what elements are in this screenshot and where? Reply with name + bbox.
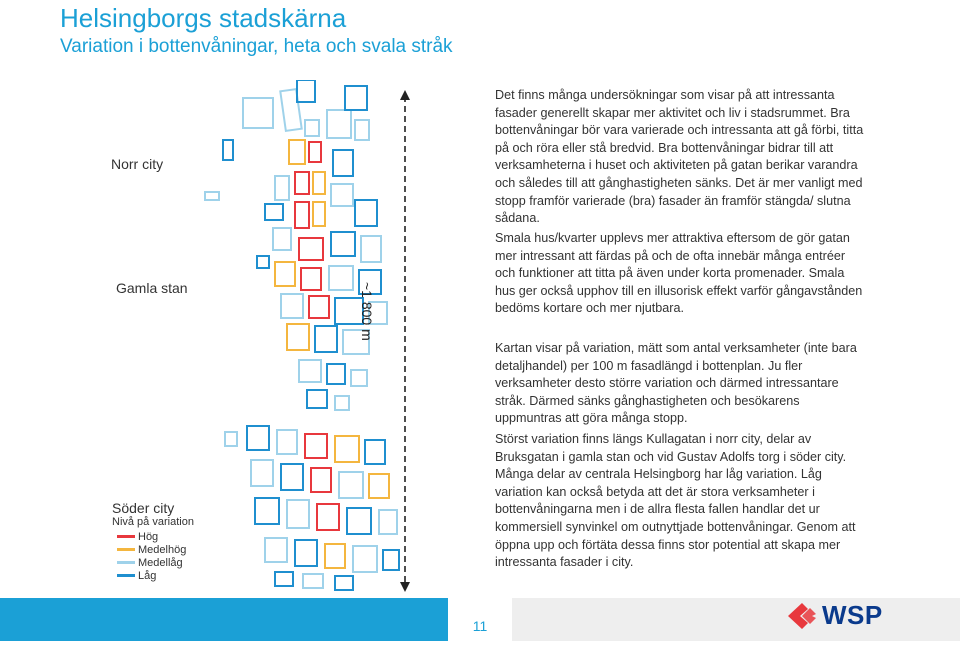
block [281, 294, 303, 318]
paragraph-4: Störst variation finns längs Kullagatan i norr city, delar av Bruksgatan i gamla stan och vid Gustav Adolfs torg i söder city. Många delar av centrala Helsingborg har låg variation. Låg variation kan också betyda att det är stora verksamheter i bottenvåningarna men i de allra flesta fallen handlar det ur kommersiell synvinkel om outnyttjade bottenvåningar. Genom att öppna upp och förtäta dessa finns stor potential att skapa mer intressanta fasader i city. [495, 432, 856, 570]
district-label-soder-city: Söder city [112, 500, 175, 516]
block [299, 238, 323, 260]
block [347, 508, 371, 534]
block [265, 204, 283, 220]
legend-swatch-medium-high [117, 548, 135, 551]
page-title: Helsingborgs stadskärna [60, 3, 347, 33]
legend-swatch-low [117, 574, 135, 577]
block [299, 360, 321, 382]
legend-swatch-high [117, 535, 135, 538]
district-label-gamla-stan: Gamla stan [116, 280, 188, 296]
block [281, 464, 303, 490]
page-subtitle: Variation i bottenvåningar, heta och svala stråk [60, 36, 453, 57]
paragraph-3: Kartan visar på variation, mätt som antal verksamheter (inte bara detaljhandel) per 100 m fasadlängd i bottenplan. Ju fler verksamheter desto större variation och därmed intressantare stråk. Därmed sänks gånghastigheten och besökarens uppmuntras att göra många stopp. [495, 341, 857, 426]
block [297, 80, 315, 102]
block [303, 574, 323, 588]
block [339, 472, 363, 498]
block [313, 172, 325, 194]
scale-bar [400, 90, 410, 592]
legend-label-medium-low: Medellåg [138, 556, 183, 569]
block [205, 192, 219, 200]
scale-arrow-bottom [400, 582, 410, 592]
legend-swatch-medium-low [117, 561, 135, 564]
block [247, 426, 269, 450]
block [287, 500, 309, 528]
block [365, 440, 385, 464]
block [295, 202, 309, 228]
block [255, 498, 279, 524]
block [311, 468, 331, 492]
block [333, 150, 353, 176]
block [275, 572, 293, 586]
block [251, 460, 273, 486]
legend-item-low [117, 569, 156, 582]
legend-label-low: Låg [138, 569, 157, 582]
block [335, 576, 353, 590]
block [313, 202, 325, 226]
block [379, 510, 397, 534]
block [307, 390, 327, 408]
block [329, 266, 353, 290]
block [287, 324, 309, 350]
block [305, 120, 319, 136]
legend-title: Nivå på variation [112, 516, 194, 528]
block [280, 89, 301, 131]
block [315, 326, 337, 352]
block [335, 436, 359, 462]
block [325, 544, 345, 568]
legend-item-medium-high [117, 543, 186, 556]
page-number: 11 [448, 598, 512, 641]
block [295, 540, 317, 566]
block [353, 546, 377, 572]
wsp-logo [788, 600, 883, 631]
block [317, 504, 339, 530]
block [331, 232, 355, 256]
block [383, 550, 399, 570]
block [335, 396, 349, 410]
block [309, 142, 321, 162]
block [351, 370, 367, 386]
block [243, 98, 273, 128]
legend-item-medium-low [117, 556, 183, 569]
block [275, 262, 295, 286]
block [327, 110, 351, 138]
paragraph-2: Smala hus/kvarter upplevs mer attraktiva eftersom de gör gatan mer intressant att färdas på och de ofta innebär många entréer och funktioner att titta på även under korta promenader. Smala hus ger också upphov till en illusorisk effekt varför gångavstånden bedöms kortare och mer njutbara. [495, 231, 863, 316]
district-label-norr-city: Norr city [111, 156, 164, 172]
wsp-logo-text: WSP [822, 600, 883, 630]
block [275, 176, 289, 200]
block [345, 86, 367, 110]
block [295, 172, 309, 194]
block [355, 200, 377, 226]
block [265, 538, 287, 562]
legend-item-high [117, 530, 158, 543]
block [305, 434, 327, 458]
legend-label-medium-high: Medelhög [138, 543, 187, 556]
block [277, 430, 297, 454]
city-variation-map [195, 80, 415, 595]
block [361, 236, 381, 262]
block [257, 256, 269, 268]
block [369, 474, 389, 498]
block [309, 296, 329, 318]
block [289, 140, 305, 164]
block [301, 268, 321, 290]
block [331, 184, 353, 206]
block [223, 140, 233, 160]
block [355, 120, 369, 140]
paragraph-1: Det finns många undersökningar som visar på att intressanta fasader generellt skapar mer aktivitet och liv i stadsrummet. Bra bottenvåningar bör vara varierade och intressanta att gå förbi, titta på och röra eller stå bredvid. Bra bottenvåningar bidrar till att verksamheterna i huset och aktiviteten på gatan berikar varandra och således till att gånghastigheten sänks. Det är mer vanligt med stopp framför varierade (bra) fasader än framför stängda/ slutna sådana. [495, 88, 864, 226]
footer-accent-bar [0, 598, 448, 641]
scale-label: ~1 800 m [359, 282, 375, 341]
block [225, 432, 237, 446]
scale-arrow-top [400, 90, 410, 100]
block [273, 228, 291, 250]
block [327, 364, 345, 384]
wsp-logo-icon [788, 603, 822, 629]
legend-label-high: Hög [138, 530, 159, 543]
